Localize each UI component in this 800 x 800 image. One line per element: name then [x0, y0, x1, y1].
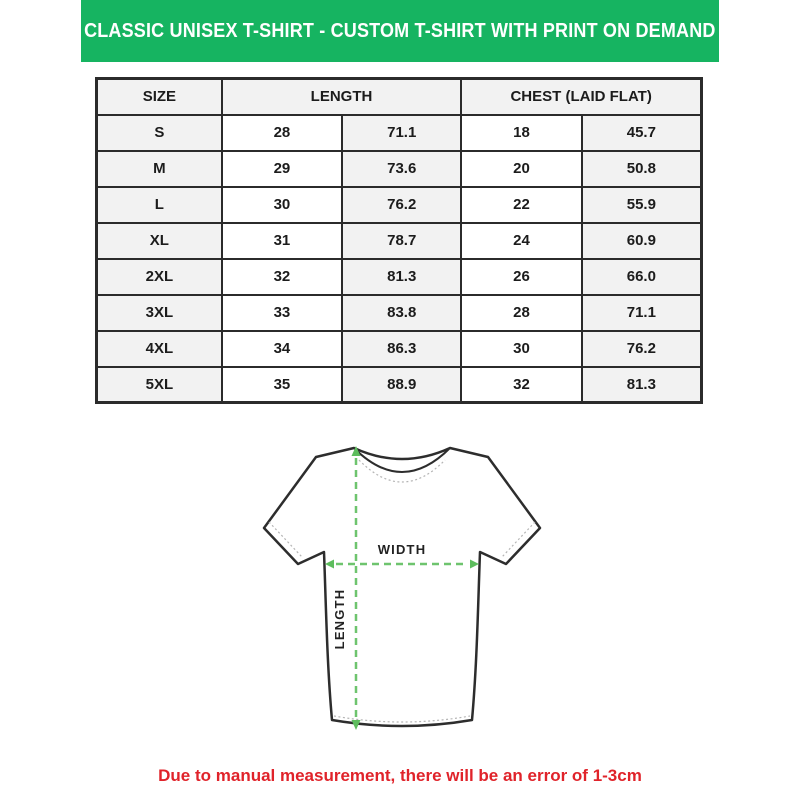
- measurement-note: Due to manual measurement, there will be an error of 1-3cm: [158, 766, 642, 785]
- table-row: [97, 115, 702, 151]
- size-cell: 4XL: [97, 331, 222, 367]
- chest-cm-cell: 76.2: [582, 331, 702, 367]
- tshirt-diagram: [252, 438, 552, 738]
- chest-cm-cell: 45.7: [582, 115, 702, 151]
- length-header: LENGTH: [222, 79, 462, 115]
- size-table-body: [97, 115, 702, 403]
- width-label: WIDTH: [377, 542, 427, 557]
- tshirt-outline: [264, 448, 540, 726]
- chest-cm-cell: 50.8: [582, 151, 702, 187]
- length-cm-cell: 73.6: [342, 151, 461, 187]
- chest-in-cell: 22: [461, 187, 581, 223]
- length-cm-cell: 86.3: [342, 331, 461, 367]
- table-row: [97, 259, 702, 295]
- length-label: LENGTH: [332, 588, 347, 650]
- chest-cm-cell: 66.0: [582, 259, 702, 295]
- length-in-cell: 29: [222, 151, 342, 187]
- table-row: [97, 295, 702, 331]
- chest-cm-cell: 71.1: [582, 295, 702, 331]
- chest-in-cell: 28: [461, 295, 581, 331]
- size-cell: M: [97, 151, 222, 187]
- size-chart-table: [95, 77, 703, 404]
- table-row: [97, 223, 702, 259]
- size-cell: S: [97, 115, 222, 151]
- table-row: [97, 151, 702, 187]
- chest-in-cell: 20: [461, 151, 581, 187]
- length-cm-cell: 76.2: [342, 187, 461, 223]
- length-in-cell: 32: [222, 259, 342, 295]
- size-cell: 3XL: [97, 295, 222, 331]
- length-cm-cell: 81.3: [342, 259, 461, 295]
- size-cell: 2XL: [97, 259, 222, 295]
- title-banner: [81, 0, 719, 62]
- page-title: CLASSIC UNISEX T-SHIRT - CUSTOM T-SHIRT WITH PRINT ON DEMAND: [84, 19, 716, 42]
- length-in-cell: 28: [222, 115, 342, 151]
- chest-in-cell: 18: [461, 115, 581, 151]
- chest-header: CHEST (LAID FLAT): [461, 79, 701, 115]
- length-in-cell: 34: [222, 331, 342, 367]
- table-row: [97, 331, 702, 367]
- chest-cm-cell: 55.9: [582, 187, 702, 223]
- size-cell: L: [97, 187, 222, 223]
- size-cell: 5XL: [97, 367, 222, 403]
- length-cm-cell: 78.7: [342, 223, 461, 259]
- table-row: [97, 187, 702, 223]
- length-in-cell: 31: [222, 223, 342, 259]
- size-header: SIZE: [97, 79, 222, 115]
- length-cm-cell: 88.9: [342, 367, 461, 403]
- table-header-row: [97, 79, 702, 115]
- length-in-cell: 33: [222, 295, 342, 331]
- length-in-cell: 35: [222, 367, 342, 403]
- table-row: [97, 367, 702, 403]
- size-cell: XL: [97, 223, 222, 259]
- chest-in-cell: 24: [461, 223, 581, 259]
- chest-cm-cell: 60.9: [582, 223, 702, 259]
- chest-cm-cell: 81.3: [582, 367, 702, 403]
- chest-in-cell: 32: [461, 367, 581, 403]
- chest-in-cell: 30: [461, 331, 581, 367]
- chest-in-cell: 26: [461, 259, 581, 295]
- length-cm-cell: 71.1: [342, 115, 461, 151]
- length-cm-cell: 83.8: [342, 295, 461, 331]
- length-in-cell: 30: [222, 187, 342, 223]
